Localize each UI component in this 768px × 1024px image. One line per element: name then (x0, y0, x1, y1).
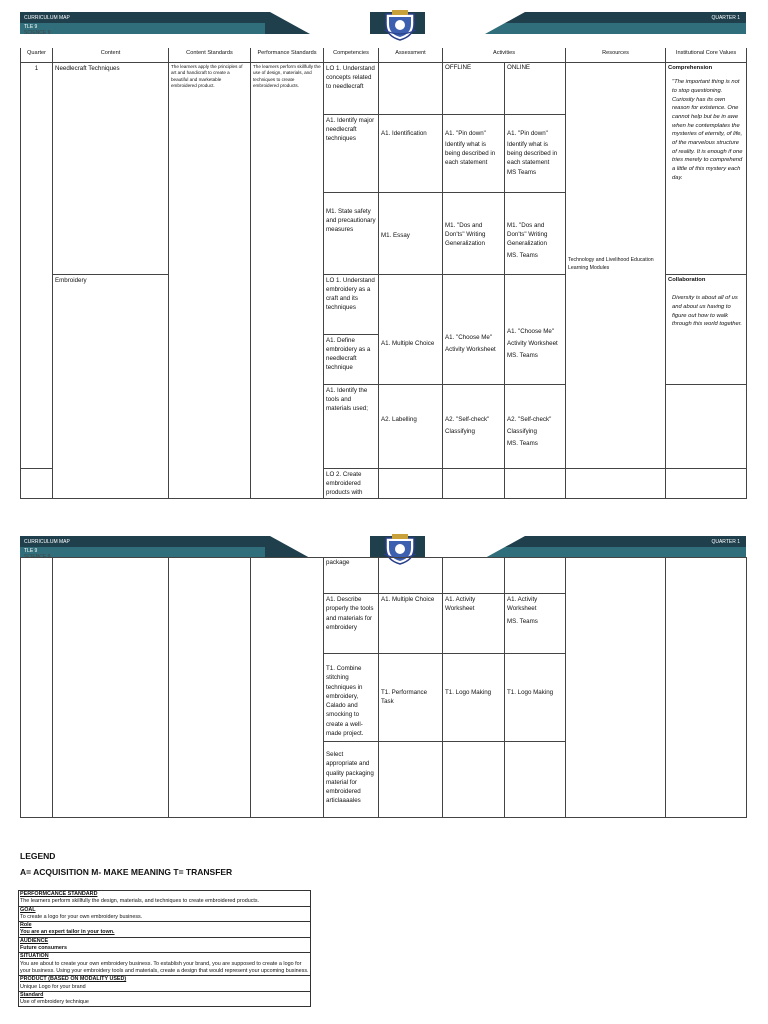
p2-content-standard-empty (169, 558, 251, 818)
core-value-empty (666, 384, 747, 468)
p2-assessment-t1: T1. Performance Task (379, 654, 443, 742)
offline-self-check (443, 384, 505, 468)
assessment-empty (379, 62, 443, 114)
core-value-collaboration (666, 274, 747, 384)
online-m1-title: M1. "Dos and Don'ts" Writing Generalization (507, 221, 548, 248)
competency-a1-define: A1. Define embroidery as a needlecraft technique (324, 334, 379, 384)
legend-line: A= ACQUISITION M- MAKE MEANING T= TRANSFER (20, 867, 233, 877)
p2-offline-empty-2 (443, 742, 505, 818)
online-a1-title: A1. "Pin down" (507, 129, 548, 137)
p2-assessment-empty (379, 558, 443, 594)
grasps-perf-header: PERFORMCANCE STANDARD (20, 891, 98, 897)
performance-standard-text: The learners perform skillfully the use of design, materials, and techniques to create embroidered products. (251, 62, 324, 499)
p2-offline-a1: A1. Activity Worksheet (443, 594, 505, 654)
online-choose-me-desc: Activity Worksheet (507, 339, 558, 347)
offline-empty-2 (443, 468, 505, 499)
core-value-comprehension (666, 62, 747, 274)
quarter-empty (21, 468, 53, 499)
online-a1-desc: Identify what is being described in each statement (507, 140, 558, 167)
core-value-title: Comprehension (668, 64, 713, 71)
online-choose-me-title: A1. "Choose Me" (507, 327, 555, 335)
curriculum-map-label: CURRICULUM MAP (24, 15, 70, 21)
grasps-standard-cell (19, 991, 311, 1007)
p2-online-empty-2 (505, 742, 566, 818)
grasps-perf-cell (19, 891, 311, 907)
grasps-role-text: You are an expert tailor in your town. (20, 929, 115, 936)
offline-a1-title: A1. "Pin down" (445, 129, 486, 137)
subject-label-2: TLE 9 (24, 548, 38, 554)
p2-competency-package: package (324, 558, 379, 594)
competency-m1: M1. State safety and precautionary measures (324, 192, 379, 274)
grasps-role-cell (19, 922, 311, 938)
online-label: ONLINE (507, 63, 531, 71)
quarter-label: QUARTER 1 (711, 15, 740, 21)
col-competencies: Competencies (324, 48, 379, 62)
quarter-number: 1 (21, 62, 53, 468)
col-content: Content (53, 48, 169, 62)
activities-offline-header (443, 62, 505, 114)
resources-empty-2 (566, 468, 666, 499)
col-core-values: Institutional Core Values (666, 48, 747, 62)
grasps-table (18, 890, 311, 1007)
p2-competency-select: Select appropriate and quality packaging material for embroidered articlaaaales (324, 742, 379, 818)
online-a1 (505, 114, 566, 192)
col-resources: Resources (566, 48, 666, 62)
grasps-situation-header: SITUATION (20, 953, 49, 960)
curriculum-map-label-2: CURRICULUM MAP (24, 539, 70, 545)
grasps-role-header: Role (20, 922, 32, 929)
p2-online-a1 (505, 594, 566, 654)
subject-label: TLE 9 (24, 24, 38, 30)
offline-self-check-title: A2. "Self-check" (445, 415, 490, 423)
grasps-audience-text: Future consumers (20, 945, 68, 952)
quarter-label-2: QUARTER 1 (711, 539, 740, 545)
assessment-empty-2 (379, 468, 443, 499)
p2-core-value-empty (666, 558, 747, 818)
grasps-product-header: PRODUCT (BASED ON MODALITY USED) (20, 976, 127, 983)
online-self-check-desc: Classifying (507, 427, 537, 435)
competency-a1: A1. Identify major needlecraft techniques (324, 114, 379, 192)
offline-a1 (443, 114, 505, 192)
p2-competency-a1: A1. Describe properly the tools and materials for embroidery (324, 594, 379, 654)
assessment-a1-mc: A1. Multiple Choice (379, 274, 443, 384)
offline-label: OFFLINE (445, 63, 472, 71)
offline-choose-me-title: A1. "Choose Me" (445, 333, 493, 341)
grasps-perf-text: The learners perform skillfully the design, materials, and techniques to create embroidered products. (20, 898, 260, 905)
p2-content-empty (53, 558, 169, 818)
content-standard-text: The learners apply the principles of art and handicraft to create a beautiful and marketable embroidered product. (169, 62, 251, 499)
online-empty-2 (505, 468, 566, 499)
p2-resources-empty (566, 558, 666, 818)
p2-online-a1-title: A1. Activity Worksheet (507, 596, 538, 613)
competency-lo1-embroidery: LO 1. Understand embroidery as a craft and its techniques (324, 274, 379, 334)
online-m1-platform: MS. Teams (507, 252, 538, 260)
p2-online-empty (505, 558, 566, 594)
online-self-check-title: A2. "Self-check" (507, 415, 552, 423)
content-embroidery: Embroidery (53, 274, 169, 499)
strand-label: SCIENCE 9 (24, 30, 51, 36)
grasps-standard-text: Use of embroidery technique (20, 999, 89, 1006)
offline-a1-desc: Identify what is being described in each statement (445, 140, 496, 167)
p2-assessment-a1: A1. Multiple Choice (379, 594, 443, 654)
assessment-a1: A1. Identification (379, 114, 443, 192)
grasps-standard-header: Standard (20, 991, 44, 998)
school-seal-icon (380, 8, 420, 42)
offline-m1: M1. "Dos and Don'ts" Writing Generalization (443, 192, 505, 274)
offline-choose-me (443, 274, 505, 384)
col-quarter: Quarter (21, 48, 53, 62)
col-content-standards: Content Standards (169, 48, 251, 62)
p2-online-t1: T1. Logo Making (505, 654, 566, 742)
core-value-empty-2 (666, 468, 747, 499)
grasps-goal-text: To create a logo for your own embroidery business. (20, 913, 143, 920)
grasps-product-cell (19, 976, 311, 992)
competency-a1-tools: A1. Identify the tools and materials used; (324, 384, 379, 468)
assessment-a2: A2. Labelling (379, 384, 443, 468)
activities-online-header (505, 62, 566, 114)
p2-performance-standard-empty (251, 558, 324, 818)
offline-self-check-desc: Classifying (445, 427, 475, 435)
competency-lo2: LO 2. Create embroidered products with (324, 468, 379, 499)
assessment-m1: M1. Essay (379, 192, 443, 274)
online-self-check-platform: MS. Teams (507, 440, 538, 448)
grasps-situation-text: You are about to create your own embroidery business. To establish your brand, you are supposed to create a logo for your business. Using your embroidery tools and materials, create a design that would represent your upcoming business. (20, 960, 309, 974)
p2-online-a1-platform: MS. Teams (507, 617, 538, 625)
legend-title: LEGEND (20, 851, 56, 861)
online-a1-platform: MS Teams (507, 168, 537, 176)
grasps-audience-cell (19, 937, 311, 953)
online-choose-me (505, 274, 566, 384)
col-performance-standards: Performance Standards (251, 48, 324, 62)
p2-offline-t1: T1. Logo Making (443, 654, 505, 742)
online-self-check (505, 384, 566, 468)
p2-offline-empty (443, 558, 505, 594)
col-activities: Activities (443, 48, 566, 62)
grasps-audience-header: AUDIENCE (20, 937, 49, 944)
strand-label-2: SCIENCE 9 (24, 554, 51, 560)
col-assessment: Assessment (379, 48, 443, 62)
competency-lo1: LO 1. Understand concepts related to needlecraft (324, 62, 379, 114)
content-needlecraft: Needlecraft Techniques (53, 62, 169, 274)
core-value-quote: "The important thing is not to stop questioning. Curiosity has its own reason for existence. One cannot help but be in awe when he contemplates the mysteries of eternity, of life, of the marvelous structure of reality. It is enough if one tries merely to comprehend a little of this mystery each day. (672, 79, 743, 181)
core-value-collab-title: Collaboration (668, 276, 706, 283)
curriculum-table-page-1 (20, 48, 747, 499)
grasps-product-text: Unique Logo for your brand (20, 983, 86, 990)
core-value-collab-quote: Diversity is about all of us and about us having to figure out how to walk through this world together. (672, 295, 743, 328)
grasps-situation-cell (19, 953, 311, 976)
online-m1 (505, 192, 566, 274)
p2-assessment-empty-2 (379, 742, 443, 818)
offline-choose-me-desc: Activity Worksheet (445, 346, 496, 353)
p2-quarter-empty (21, 558, 53, 818)
grasps-goal-cell (19, 906, 311, 922)
grasps-goal-header: GOAL (20, 906, 36, 913)
curriculum-table-page-2 (20, 557, 747, 818)
online-choose-me-platform: MS. Teams (507, 352, 538, 360)
p2-competency-t1: T1. Combine stitching techniques in embroidery, Calado and smocking to create a well-made project. (324, 654, 379, 742)
resources-text: Technology and Livelihood Education Learning Modules (566, 62, 666, 468)
